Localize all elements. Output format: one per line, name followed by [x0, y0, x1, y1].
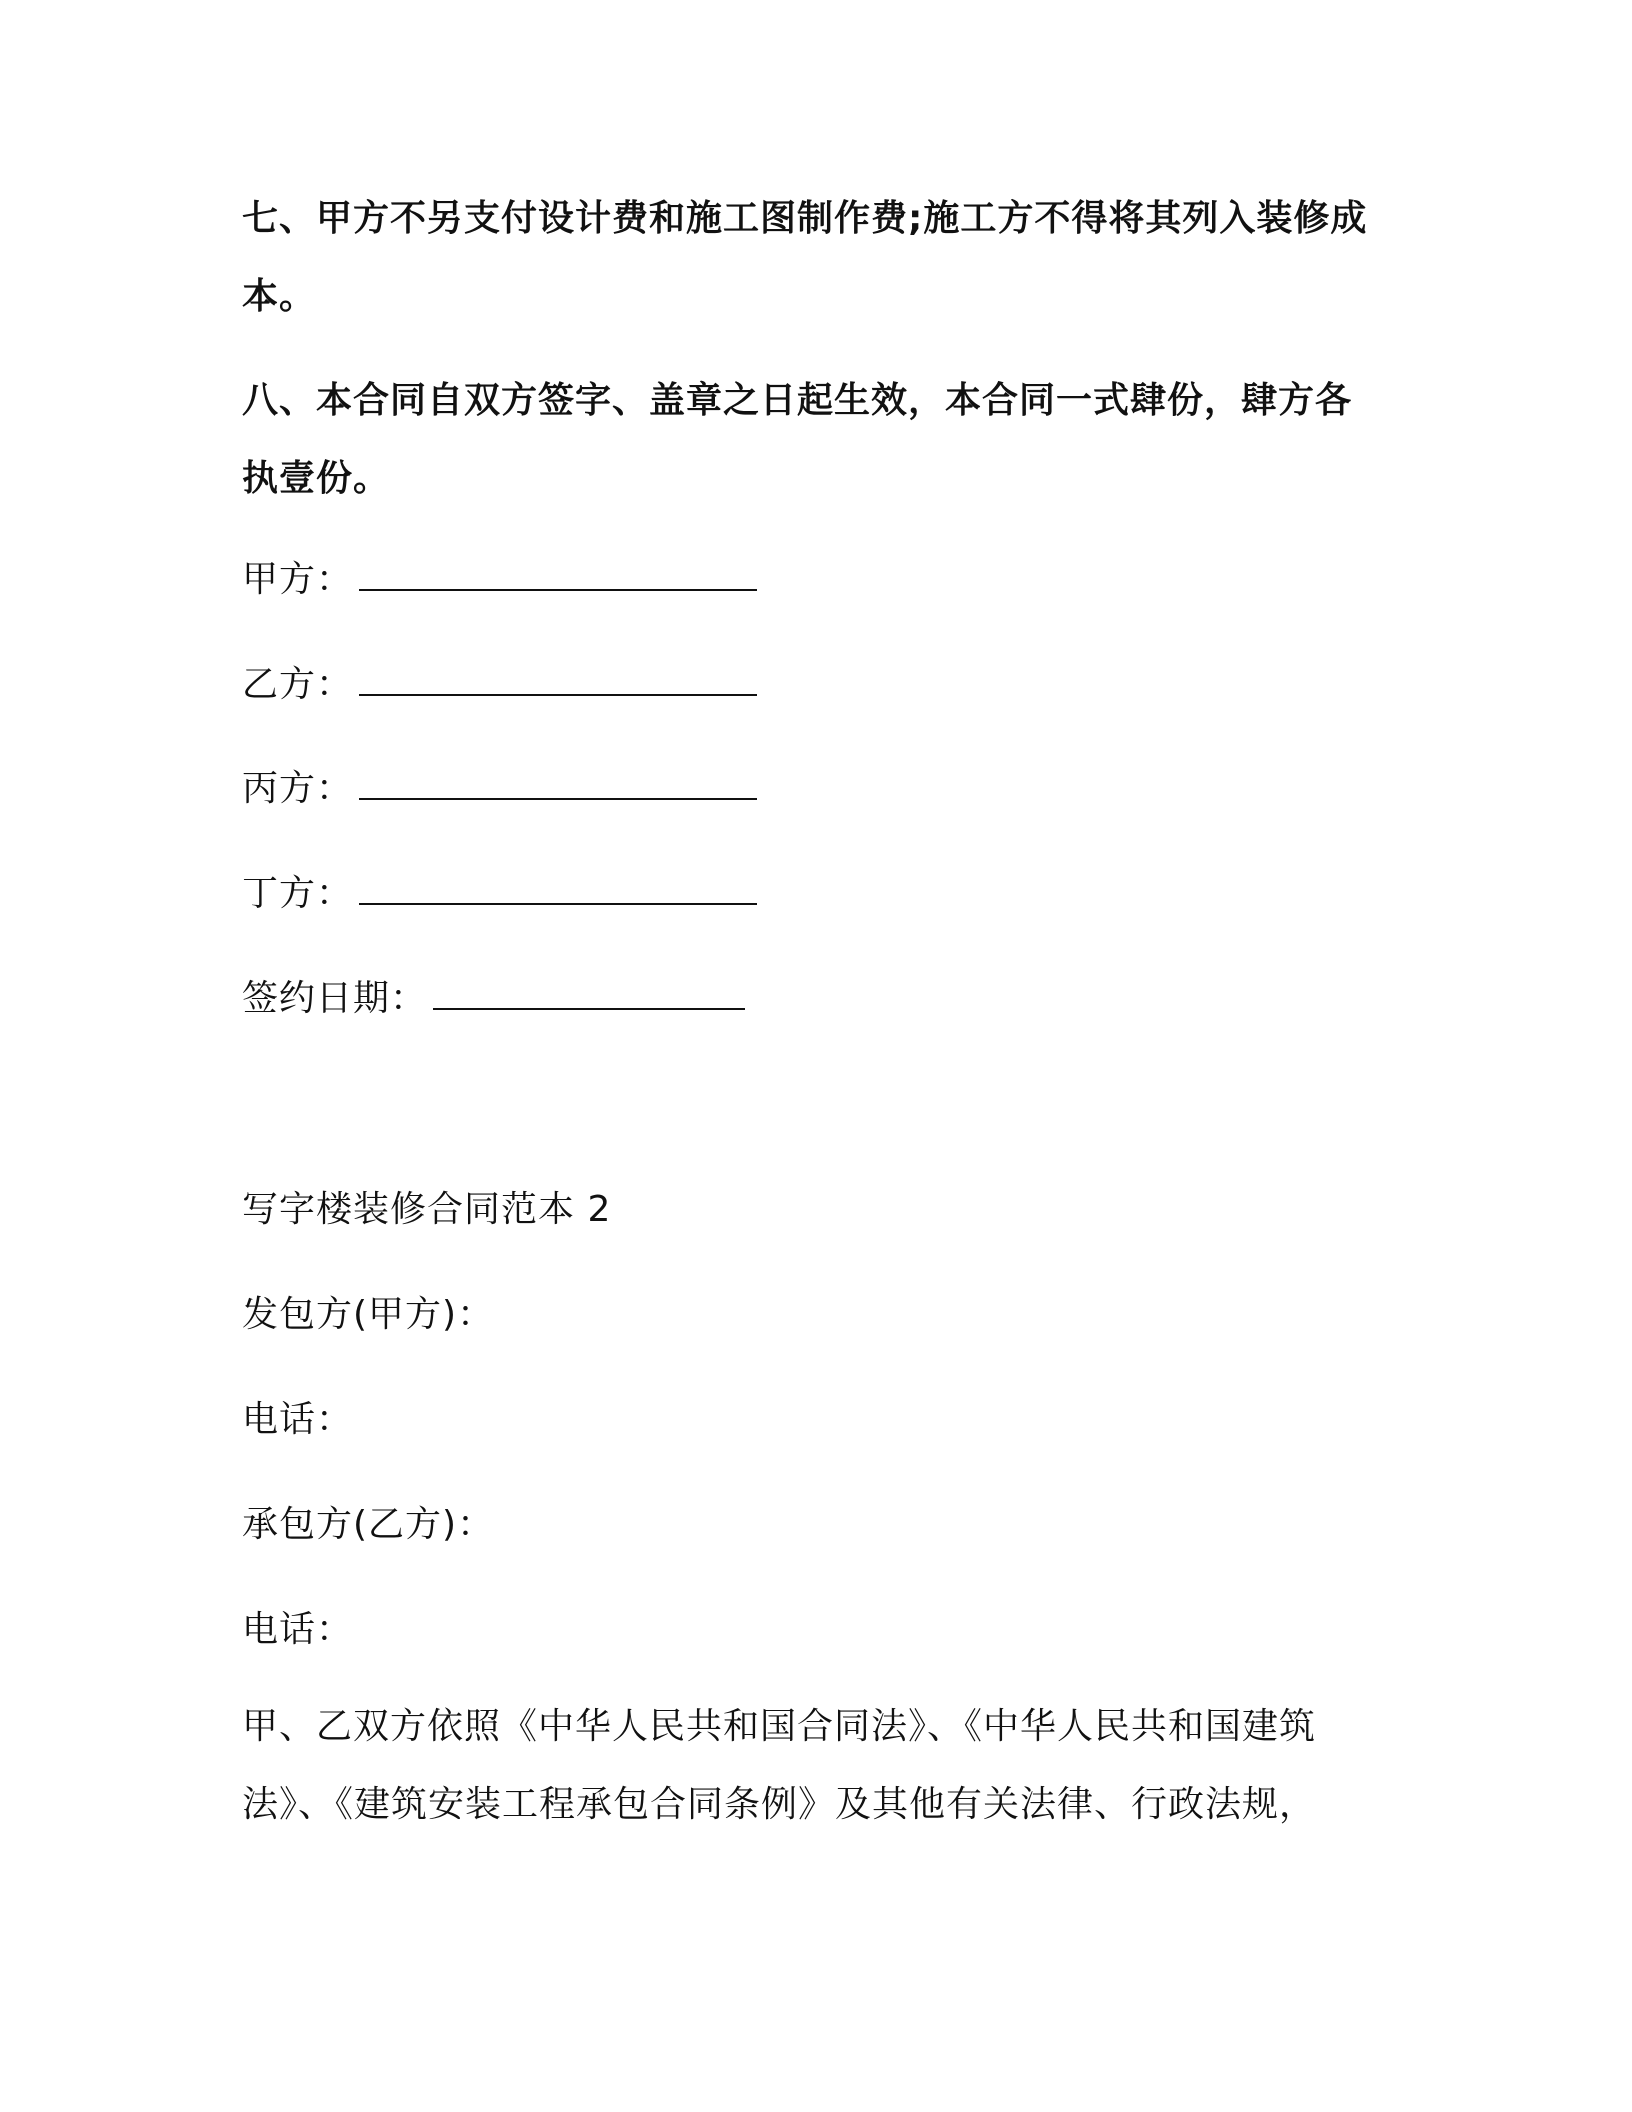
employer-label: 发包方(甲方)： — [242, 1294, 495, 1335]
clause-seven — [242, 180, 1392, 336]
party-a-label: 甲方： — [242, 559, 354, 600]
signature-party-b — [242, 661, 757, 709]
contract2-preamble — [242, 1688, 1392, 1844]
party-c-label: 丙方： — [242, 768, 354, 809]
signature-party-d — [242, 870, 757, 918]
clause-seven-line2: 本。 — [242, 276, 317, 317]
clause-seven-line1: 七、甲方不另支付设计费和施工图制作费;施工方不得将其列入装修成 — [242, 198, 1368, 239]
signature-date — [242, 975, 745, 1023]
sign-date-label: 签约日期： — [242, 978, 428, 1019]
clause-eight-line1: 八、本合同自双方签字、盖章之日起生效，本合同一式肆份，肆方各 — [242, 380, 1353, 421]
clause-eight-line2: 执壹份。 — [242, 458, 391, 499]
preamble-line2: 法》、《建筑安装工程承包合同条例》及其他有关法律、行政法规， — [242, 1784, 1317, 1825]
party-b-blank — [359, 664, 757, 696]
party-a-blank — [359, 559, 757, 591]
preamble-line1: 甲、乙双方依照《中华人民共和国合同法》、《中华人民共和国建筑 — [242, 1706, 1317, 1747]
party-c-blank — [359, 768, 757, 800]
employer-phone: 电话： — [242, 1399, 354, 1440]
contract2-title: 写字楼装修合同范本 2 — [242, 1189, 612, 1230]
party-d-label: 丁方： — [242, 873, 354, 914]
clause-eight — [242, 362, 1392, 518]
contractor-label: 承包方(乙方)： — [242, 1504, 495, 1545]
party-d-blank — [359, 873, 757, 905]
contractor-phone: 电话： — [242, 1609, 354, 1650]
signature-party-a — [242, 556, 757, 604]
signature-party-c — [242, 765, 757, 813]
sign-date-blank — [433, 978, 745, 1010]
party-b-label: 乙方： — [242, 664, 354, 705]
